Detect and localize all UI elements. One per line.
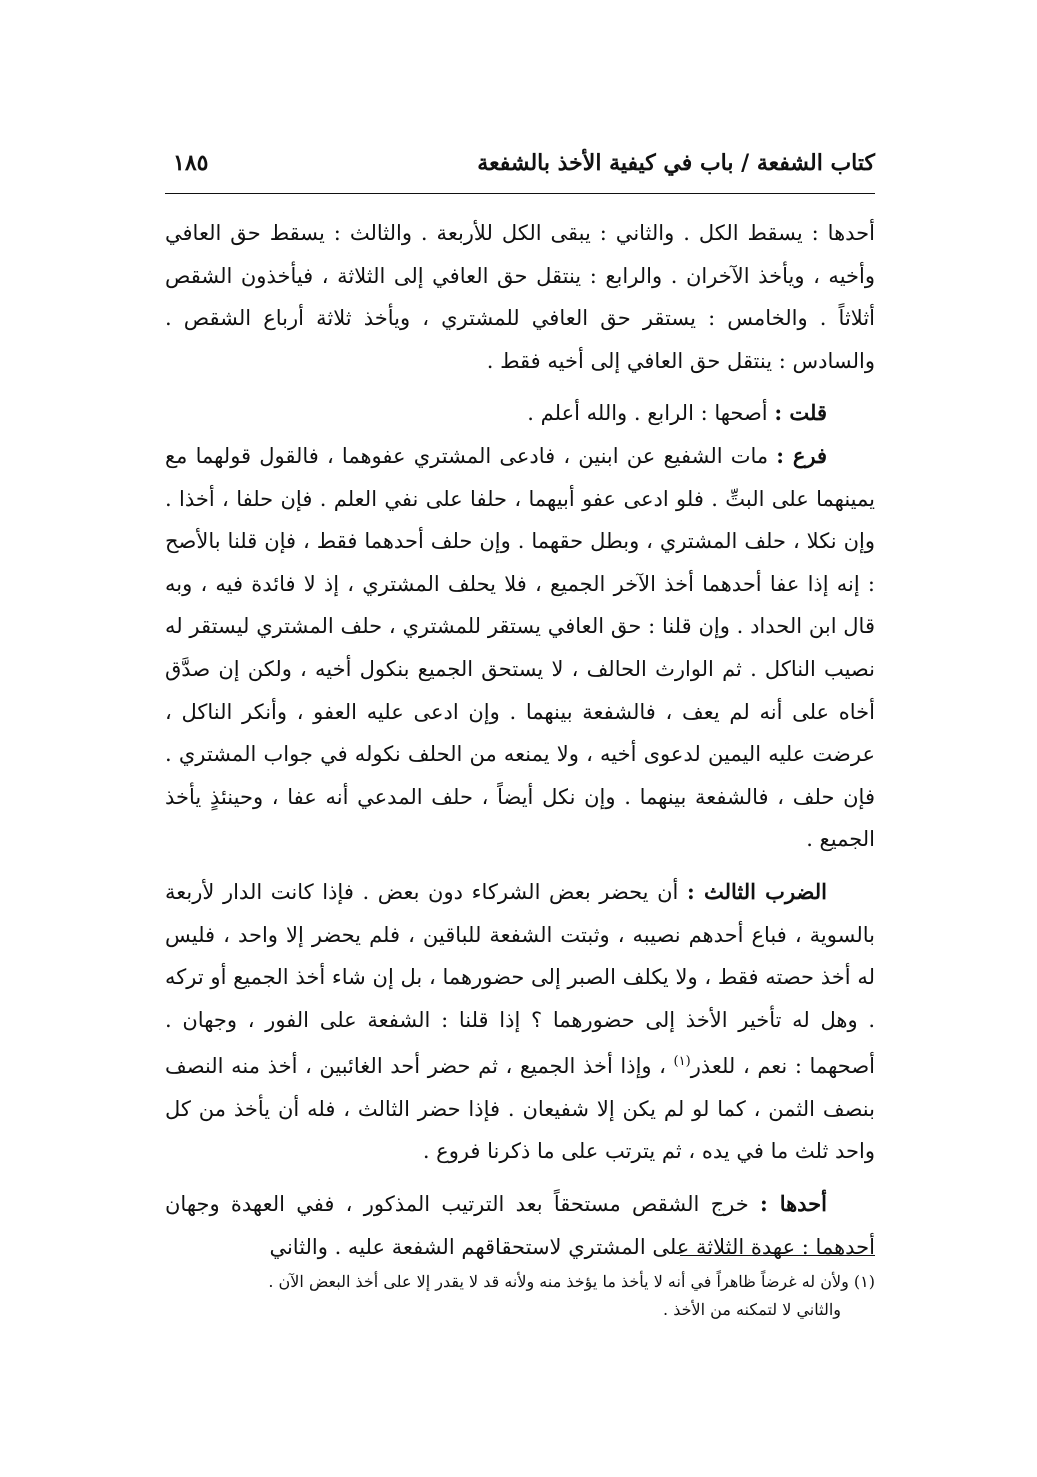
paragraph-text: أحدها : يسقط الكل . والثاني : يبقى الكل للأربعة . والثالث : يسقط حق العافي وأخيه ، ويأخذ الآخران . والرابع : ينتقل حق العافي إلى الثلاثة ، فيأخذون الشقص أثلاثاً . والخامس : يستقر حق العافي للمشتري ، ويأخذ ثلاثة أرباع الشقص . والسادس : ينتقل حق العافي إلى أخيه فقط . xyxy=(165,221,875,373)
page-number: ١٨٥ xyxy=(173,150,209,176)
footnote-line: والثاني لا لتمكنه من الأخذ . xyxy=(663,1300,841,1319)
footnote-marker: (١) xyxy=(673,1054,691,1070)
paragraph-opinions xyxy=(165,212,875,382)
paragraph-text: ، وإذا أخذ الجميع ، ثم حضر أحد الغائبين ، أخذ منه النصف بنصف الثمن ، كما لو لم يكن إلا شفيعان . فإذا حضر الثالث ، فله أن يأخذ من كل واحد ثلث ما في يده ، ثم يترتب على ما ذكرنا فروع . xyxy=(165,1054,875,1164)
footnotes xyxy=(165,1268,875,1324)
paragraph-far xyxy=(165,435,875,861)
paragraph-text: أصحها : الرابع . والله أعلم . xyxy=(527,401,775,426)
footnote-line: (١) ولأن له غرضاً ظاهراً في أنه لا يأخذ ما يؤخذ منه ولأنه قد لا يقدر إلا على أخذ البعض الآن . xyxy=(268,1272,875,1291)
paragraph-lead: الضرب الثالث : xyxy=(686,878,827,904)
paragraph-text: مات الشفيع عن ابنين ، فادعى المشتري عفوهما ، فالقول قولهما مع يمينهما على البتِّ . فلو ادعى عفو أبيهما ، حلفا على نفي العلم . فإن حلفا ، أخذا . وإن نكلا ، حلف المشتري ، وبطل حقهما . وإن حلف أحدهما فقط ، فإن قلنا بالأصح : إنه إذا عفا أحدهما أخذ الآخر الجميع ، فلا يحلف المشتري ، إذ لا فائدة فيه ، وبه قال ابن الحداد . وإن قلنا : حق العافي يستقر للمشتري ، حلف المشتري ليستقر له نصيب الناكل . ثم الوارث الحالف ، لا يستحق الجميع بنكول أخيه ، ولكن إن صدَّق أخاه على أنه لم يعف ، فالشفعة بينهما . وإن ادعى عليه العفو ، وأنكر الناكل ، عرضت عليه اليمين لدعوى أخيه ، ولا يمنعه من الحلف نكوله في جواب المشتري . فإن حلف ، فالشفعة بينهما . وإن نكل أيضاً ، حلف المدعي أنه عفا ، وحينئذٍ يأخذ الجميع . xyxy=(165,443,876,852)
page-header xyxy=(165,150,875,190)
paragraph-lead: أحدها : xyxy=(760,1191,828,1217)
main-text xyxy=(165,212,875,1268)
paragraph-third-type xyxy=(165,871,875,1173)
header-divider xyxy=(165,193,875,194)
footnote-divider xyxy=(680,1255,875,1256)
paragraph-qultu xyxy=(165,392,875,435)
paragraph-text: أن يحضر بعض الشركاء دون بعض . فإذا كانت الدار لأربعة بالسوية ، فباع أحدهم نصيبه ، وثبتت الشفعة للباقين ، فلم يحضر إلا واحد ، فليس له أخذ حصته فقط ، ولا يكلف الصبر إلى حضورهما ، بل إن شاء أخذ الجميع أو تركه . وهل له تأخير الأخذ إلى حضورهما ؟ إذا قلنا : الشفعة على الفور ، وجهان . أصحهما : نعم ، للعذر xyxy=(165,879,875,1079)
paragraph-text: خرج الشقص مستحقاً بعد الترتيب المذكور ، ففي العهدة وجهان أحدهما : عهدة الثلاثة على المشتري لاستحقاقهم الشفعة عليه . والثاني xyxy=(165,1192,875,1259)
paragraph-lead: قلت : xyxy=(774,400,827,426)
running-title: كتاب الشفعة / باب في كيفية الأخذ بالشفعة xyxy=(477,150,875,176)
paragraph-lead: فرع : xyxy=(776,442,828,468)
